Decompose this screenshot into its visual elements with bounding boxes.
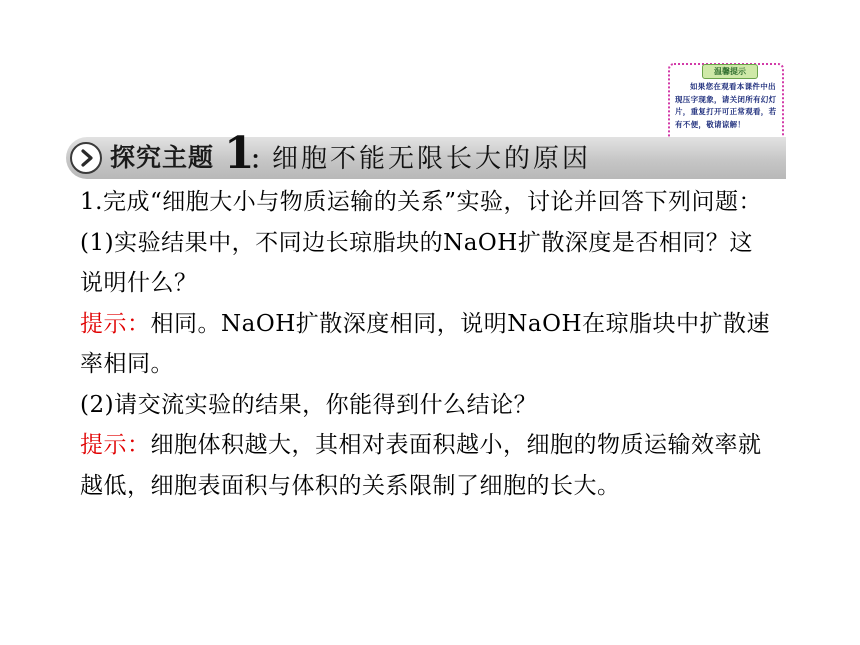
hint-label: 提示：	[80, 432, 151, 458]
answer-1-text: 相同。NaOH扩散深度相同，说明NaOH在琼脂块中扩散速率相同。	[80, 310, 771, 377]
tip-notice-text: 如果您在观看本课件中出现压字现象，请关闭所有幻灯片，重复打开可正常观看，若有不便，敬请谅解！	[675, 82, 777, 129]
section-colon: ：	[250, 146, 274, 174]
tip-notice-box	[668, 63, 784, 145]
answer-2-text: 细胞体积越大，其相对表面积越小，细胞的物质运输效率就越低，细胞表面积与体积的关系限制了细胞的长大。	[80, 432, 762, 499]
answer-1	[80, 304, 770, 385]
question-intro: 1.完成“细胞大小与物质运输的关系”实验，讨论并回答下列问题：	[80, 189, 762, 215]
chevron-right-icon	[70, 142, 102, 174]
hint-label: 提示：	[80, 310, 151, 337]
tip-notice-title: 温馨提示	[702, 64, 758, 79]
question-2: (2)请交流实验的结果，你能得到什么结论？	[80, 391, 538, 418]
content-body	[80, 182, 770, 506]
section-number: 1	[224, 128, 255, 179]
question-1: (1)实验结果中，不同边长琼脂块的NaOH扩散深度是否相同？这说明什么？	[80, 229, 753, 296]
section-topic: 细胞不能无限长大的原因	[272, 144, 592, 174]
answer-2	[80, 425, 770, 506]
section-label: 探究主题	[110, 143, 215, 172]
